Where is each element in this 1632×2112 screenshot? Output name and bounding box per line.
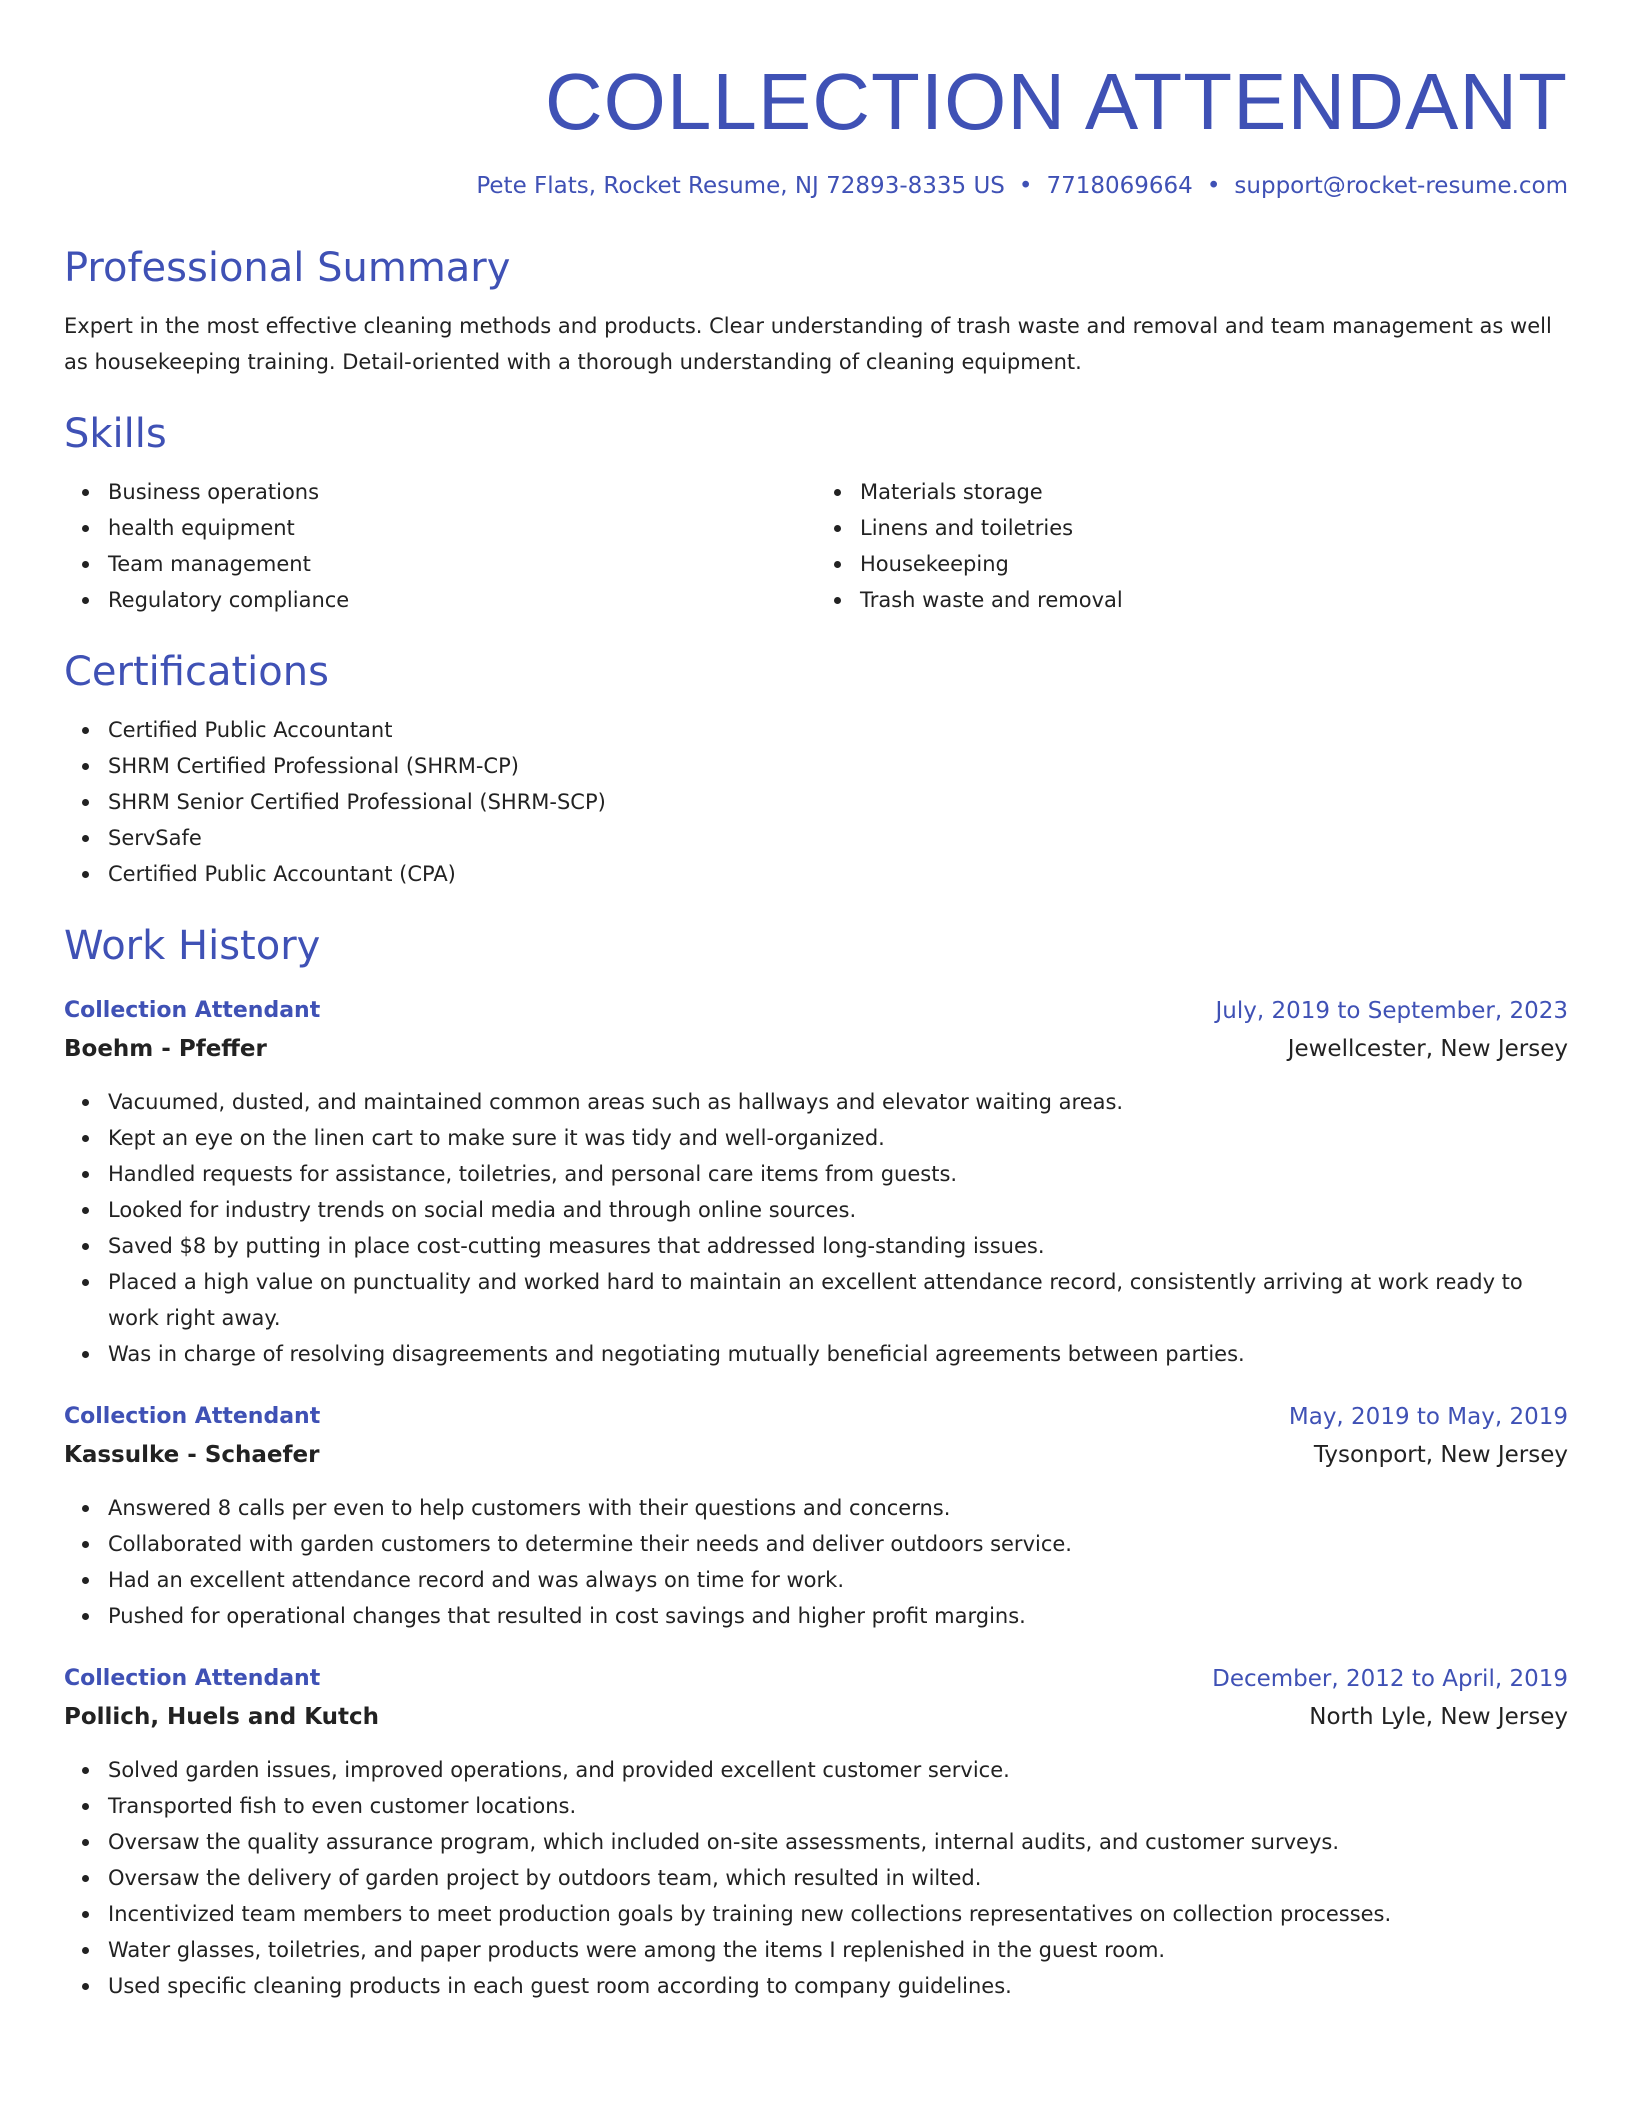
job-company: Pollich, Huels and Kutch (64, 1704, 380, 1730)
job-bullet: Had an excellent attendance record and was always on time for work. (108, 1562, 1568, 1598)
job-dates: July, 2019 to September, 2023 (1215, 998, 1568, 1024)
job-bullet: Water glasses, toiletries, and paper products were among the items I replenished in the guest room. (108, 1932, 1568, 1968)
job-bullet: Incentivized team members to meet production goals by training new collections representatives on collection processes. (108, 1896, 1568, 1932)
job-bullet: Was in charge of resolving disagreements and negotiating mutually beneficial agreements between parties. (108, 1336, 1568, 1372)
job-company: Boehm - Pfeffer (64, 1036, 267, 1062)
contact-phone[interactable]: 7718069664 (1046, 173, 1193, 199)
certification-item: SHRM Senior Certified Professional (SHRM-SCP) (108, 784, 1568, 820)
skill-item: Materials storage (860, 474, 1568, 510)
job-bullet: Pushed for operational changes that resulted in cost savings and higher profit margins. (108, 1598, 1568, 1634)
skills-heading: Skills (64, 411, 167, 457)
job-bullet: Saved $8 by putting in place cost-cutting measures that addressed long-standing issues. (108, 1228, 1568, 1264)
skills-column-left (64, 474, 816, 618)
job-bullet: Collaborated with garden customers to determine their needs and deliver outdoors service. (108, 1526, 1568, 1562)
skill-item: Trash waste and removal (860, 582, 1568, 618)
job-company: Kassulke - Schaefer (64, 1442, 320, 1468)
contact-address: Pete Flats, Rocket Resume, NJ 72893-8335 US (476, 173, 1005, 199)
contact-line (64, 170, 1568, 202)
job-bullet: Kept an eye on the linen cart to make sure it was tidy and well-organized. (108, 1120, 1568, 1156)
job-bullets (64, 1490, 1568, 1634)
job-location: Jewellcester, New Jersey (1287, 1036, 1568, 1062)
job-bullet: Solved garden issues, improved operations, and provided excellent customer service. (108, 1752, 1568, 1788)
skills-column-right (816, 474, 1568, 618)
skill-item: Team management (108, 546, 816, 582)
contact-separator: • (1018, 173, 1033, 199)
summary-text: Expert in the most effective cleaning methods and products. Clear understanding of trash waste and removal and team management as well as housekeeping training. Detail-oriented with a thorough understanding of cleaning equipment. (64, 314, 1552, 374)
work-history-heading: Work History (64, 923, 321, 969)
skill-item: Regulatory compliance (108, 582, 816, 618)
job-bullets (64, 1752, 1568, 2004)
skill-item: Housekeeping (860, 546, 1568, 582)
job-bullet: Vacuumed, dusted, and maintained common areas such as hallways and elevator waiting areas. (108, 1084, 1568, 1120)
certification-item: Certified Public Accountant (CPA) (108, 856, 1568, 892)
job-bullet: Transported fish to even customer locations. (108, 1788, 1568, 1824)
job-location: North Lyle, New Jersey (1309, 1704, 1568, 1730)
work-history-list (64, 992, 1568, 2004)
contact-email[interactable]: support@rocket-resume.com (1234, 173, 1568, 199)
job-bullet: Oversaw the quality assurance program, which included on-site assessments, internal audits, and customer surveys. (108, 1824, 1568, 1860)
job-bullet: Used specific cleaning products in each guest room according to company guidelines. (108, 1968, 1568, 2004)
job-entry (64, 1660, 1568, 2004)
skill-item: Linens and toiletries (860, 510, 1568, 546)
job-bullet: Placed a high value on punctuality and worked hard to maintain an excellent attendance record, consistently arriving at work ready to work right away. (108, 1264, 1568, 1336)
job-dates: December, 2012 to April, 2019 (1212, 1666, 1568, 1692)
certification-item: ServSafe (108, 820, 1568, 856)
job-bullet: Answered 8 calls per even to help customers with their questions and concerns. (108, 1490, 1568, 1526)
job-bullets (64, 1084, 1568, 1372)
job-title: Collection Attendant (64, 998, 321, 1023)
skill-item: health equipment (108, 510, 816, 546)
job-dates: May, 2019 to May, 2019 (1288, 1404, 1568, 1430)
certifications-heading: Certifications (64, 649, 329, 695)
skill-item: Business operations (108, 474, 816, 510)
contact-separator: • (1206, 173, 1221, 199)
job-title: Collection Attendant (64, 1666, 321, 1691)
certification-item: SHRM Certified Professional (SHRM-CP) (108, 748, 1568, 784)
summary-heading: Professional Summary (64, 245, 511, 291)
job-location: Tysonport, New Jersey (1313, 1442, 1568, 1468)
certifications-list (64, 712, 1568, 892)
job-bullet: Looked for industry trends on social media and through online sources. (108, 1192, 1568, 1228)
resume-name: COLLECTION ATTENDANT (544, 57, 1568, 146)
job-bullet: Handled requests for assistance, toiletries, and personal care items from guests. (108, 1156, 1568, 1192)
certification-item: Certified Public Accountant (108, 712, 1568, 748)
job-title: Collection Attendant (64, 1404, 321, 1429)
resume-page (64, 56, 1568, 2004)
job-bullet: Oversaw the delivery of garden project by outdoors team, which resulted in wilted. (108, 1860, 1568, 1896)
skills-list (64, 474, 1568, 618)
job-entry (64, 1398, 1568, 1634)
job-entry (64, 992, 1568, 1372)
